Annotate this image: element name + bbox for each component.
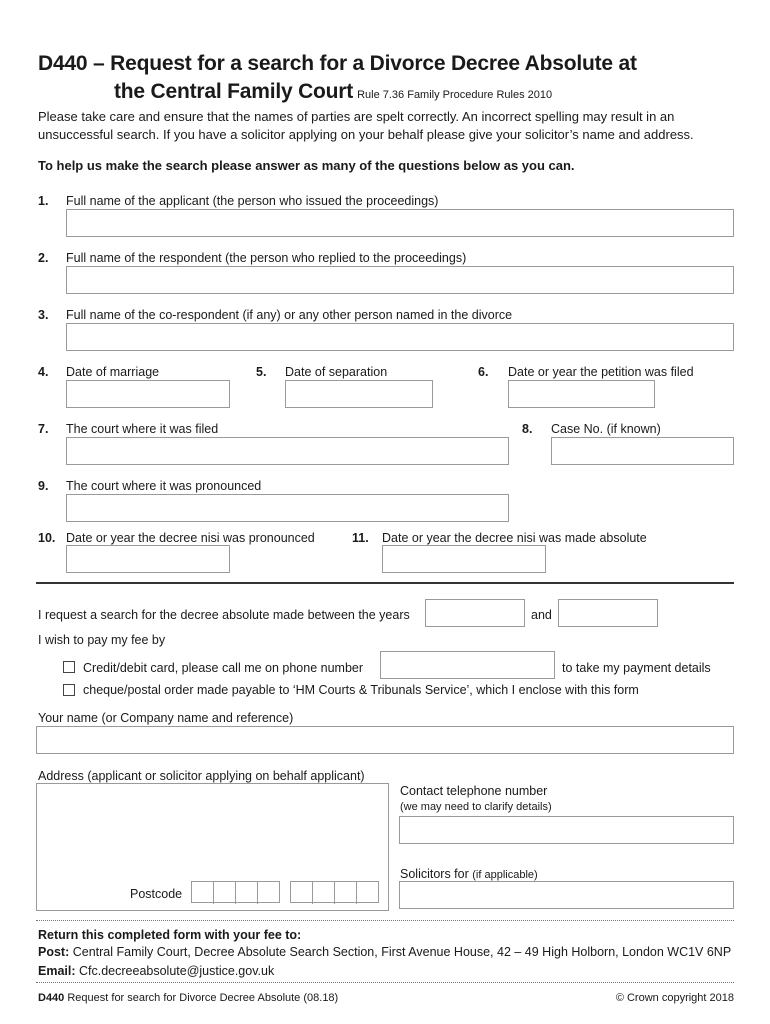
card-payment-suffix: to take my payment details (562, 661, 711, 675)
q9-label: The court where it was pronounced (66, 479, 262, 493)
and-label: and (531, 608, 552, 622)
postcode-part1-field[interactable] (191, 881, 280, 903)
filing-court-field[interactable] (66, 437, 509, 465)
help-text: To help us make the search please answer as many of the questions below as you can. (38, 158, 575, 173)
q3-label: Full name of the co-respondent (if any) or any other person named in the divorce (66, 308, 513, 322)
year-to-field[interactable] (558, 599, 658, 627)
your-name-label: Your name (or Company name and reference) (38, 711, 294, 725)
card-payment-checkbox[interactable] (63, 661, 75, 673)
intro-text: Please take care and ensure that the names of parties are spelt correctly. An incorrect spelling may result in an unsuccessful search. If you have a solicitor applying on your behalf please give your solicitor’s name and address. (38, 109, 694, 142)
form-title-court: the Central Family Court (114, 80, 354, 103)
q6-number: 6. (478, 365, 489, 379)
respondent-name-field[interactable] (66, 266, 734, 294)
q10-number: 10. (38, 531, 56, 545)
section-divider (36, 582, 734, 584)
q5-number: 5. (256, 365, 267, 379)
divider-dotted (36, 920, 734, 921)
contact-phone-label: Contact telephone number (400, 784, 548, 798)
form-title: D440 – Request for a search for a Divorce Decree Absolute at (38, 52, 637, 75)
postcode-cell (214, 882, 236, 904)
postcode-cell (335, 882, 357, 904)
search-years-label: I request a search for the decree absolute made between the years (38, 608, 410, 622)
footer-code: D440 (38, 992, 65, 1004)
q2-number: 2. (38, 251, 49, 265)
divider-dotted-footer (36, 982, 734, 983)
post-address: Central Family Court, Decree Absolute Search Section, First Avenue House, 42 – 49 High Holborn, London WC1V 6NP (72, 945, 732, 959)
q8-number: 8. (522, 422, 533, 436)
co-respondent-name-field[interactable] (66, 323, 734, 351)
q9-number: 9. (38, 479, 49, 493)
q1-label: Full name of the applicant (the person who issued the proceedings) (66, 194, 439, 208)
email-address[interactable]: Cfc.decreeabsolute@justice.gov.uk (79, 964, 275, 978)
petition-date-field[interactable] (508, 380, 655, 408)
solicitors-field[interactable] (399, 881, 734, 909)
q7-label: The court where it was filed (66, 422, 219, 436)
payment-heading: I wish to pay my fee by (38, 633, 166, 647)
postcode-cell (236, 882, 258, 904)
q8-label: Case No. (if known) (551, 422, 661, 436)
cheque-payment-checkbox[interactable] (63, 684, 75, 696)
payment-phone-field[interactable] (380, 651, 555, 679)
address-label: Address (applicant or solicitor applying on behalf applicant) (38, 769, 365, 783)
q6-label: Date or year the petition was filed (508, 365, 694, 379)
contact-phone-field[interactable] (399, 816, 734, 844)
q4-label: Date of marriage (66, 365, 160, 379)
form-title-line2 (114, 80, 552, 104)
copyright: © Crown copyright 2018 (615, 992, 734, 1004)
pronouncing-court-field[interactable] (66, 494, 509, 522)
postcode-cell (291, 882, 313, 904)
return-email (38, 964, 274, 978)
footer-text (38, 992, 338, 1004)
case-number-field[interactable] (551, 437, 734, 465)
return-post (38, 945, 731, 959)
solicitors-label-text: Solicitors for (400, 867, 469, 881)
q5-label: Date of separation (285, 365, 388, 379)
year-from-field[interactable] (425, 599, 525, 627)
q3-number: 3. (38, 308, 49, 322)
decree-nisi-date-field[interactable] (66, 545, 230, 573)
decree-absolute-date-field[interactable] (382, 545, 546, 573)
q4-number: 4. (38, 365, 49, 379)
applicant-name-field[interactable] (66, 209, 734, 237)
contact-phone-note: (we may need to clarify details) (400, 801, 552, 813)
q1-number: 1. (38, 194, 49, 208)
solicitors-label (400, 867, 538, 881)
solicitors-note: (if applicable) (472, 869, 538, 881)
postcode-part2-field[interactable] (290, 881, 379, 903)
rule-reference: Rule 7.36 Family Procedure Rules 2010 (357, 89, 553, 101)
your-name-field[interactable] (36, 726, 734, 754)
date-of-separation-field[interactable] (285, 380, 433, 408)
q10-label: Date or year the decree nisi was pronounced (66, 531, 315, 545)
q11-label: Date or year the decree nisi was made absolute (382, 531, 647, 545)
postcode-cell (192, 882, 214, 904)
post-label: Post: (38, 945, 70, 959)
date-of-marriage-field[interactable] (66, 380, 230, 408)
postcode-cell (313, 882, 335, 904)
email-label: Email: (38, 964, 76, 978)
postcode-label: Postcode (130, 887, 183, 901)
return-heading: Return this completed form with your fee to: (38, 928, 302, 942)
q2-label: Full name of the respondent (the person who replied to the proceedings) (66, 251, 467, 265)
cheque-payment-label: cheque/postal order made payable to ‘HM Courts & Tribunals Service’, which I enclose with this form (83, 683, 639, 697)
q7-number: 7. (38, 422, 49, 436)
footer-desc: Request for search for Divorce Decree Absolute (08.18) (67, 992, 339, 1004)
q11-number: 11. (352, 531, 369, 545)
card-payment-label: Credit/debit card, please call me on phone number (83, 661, 364, 675)
